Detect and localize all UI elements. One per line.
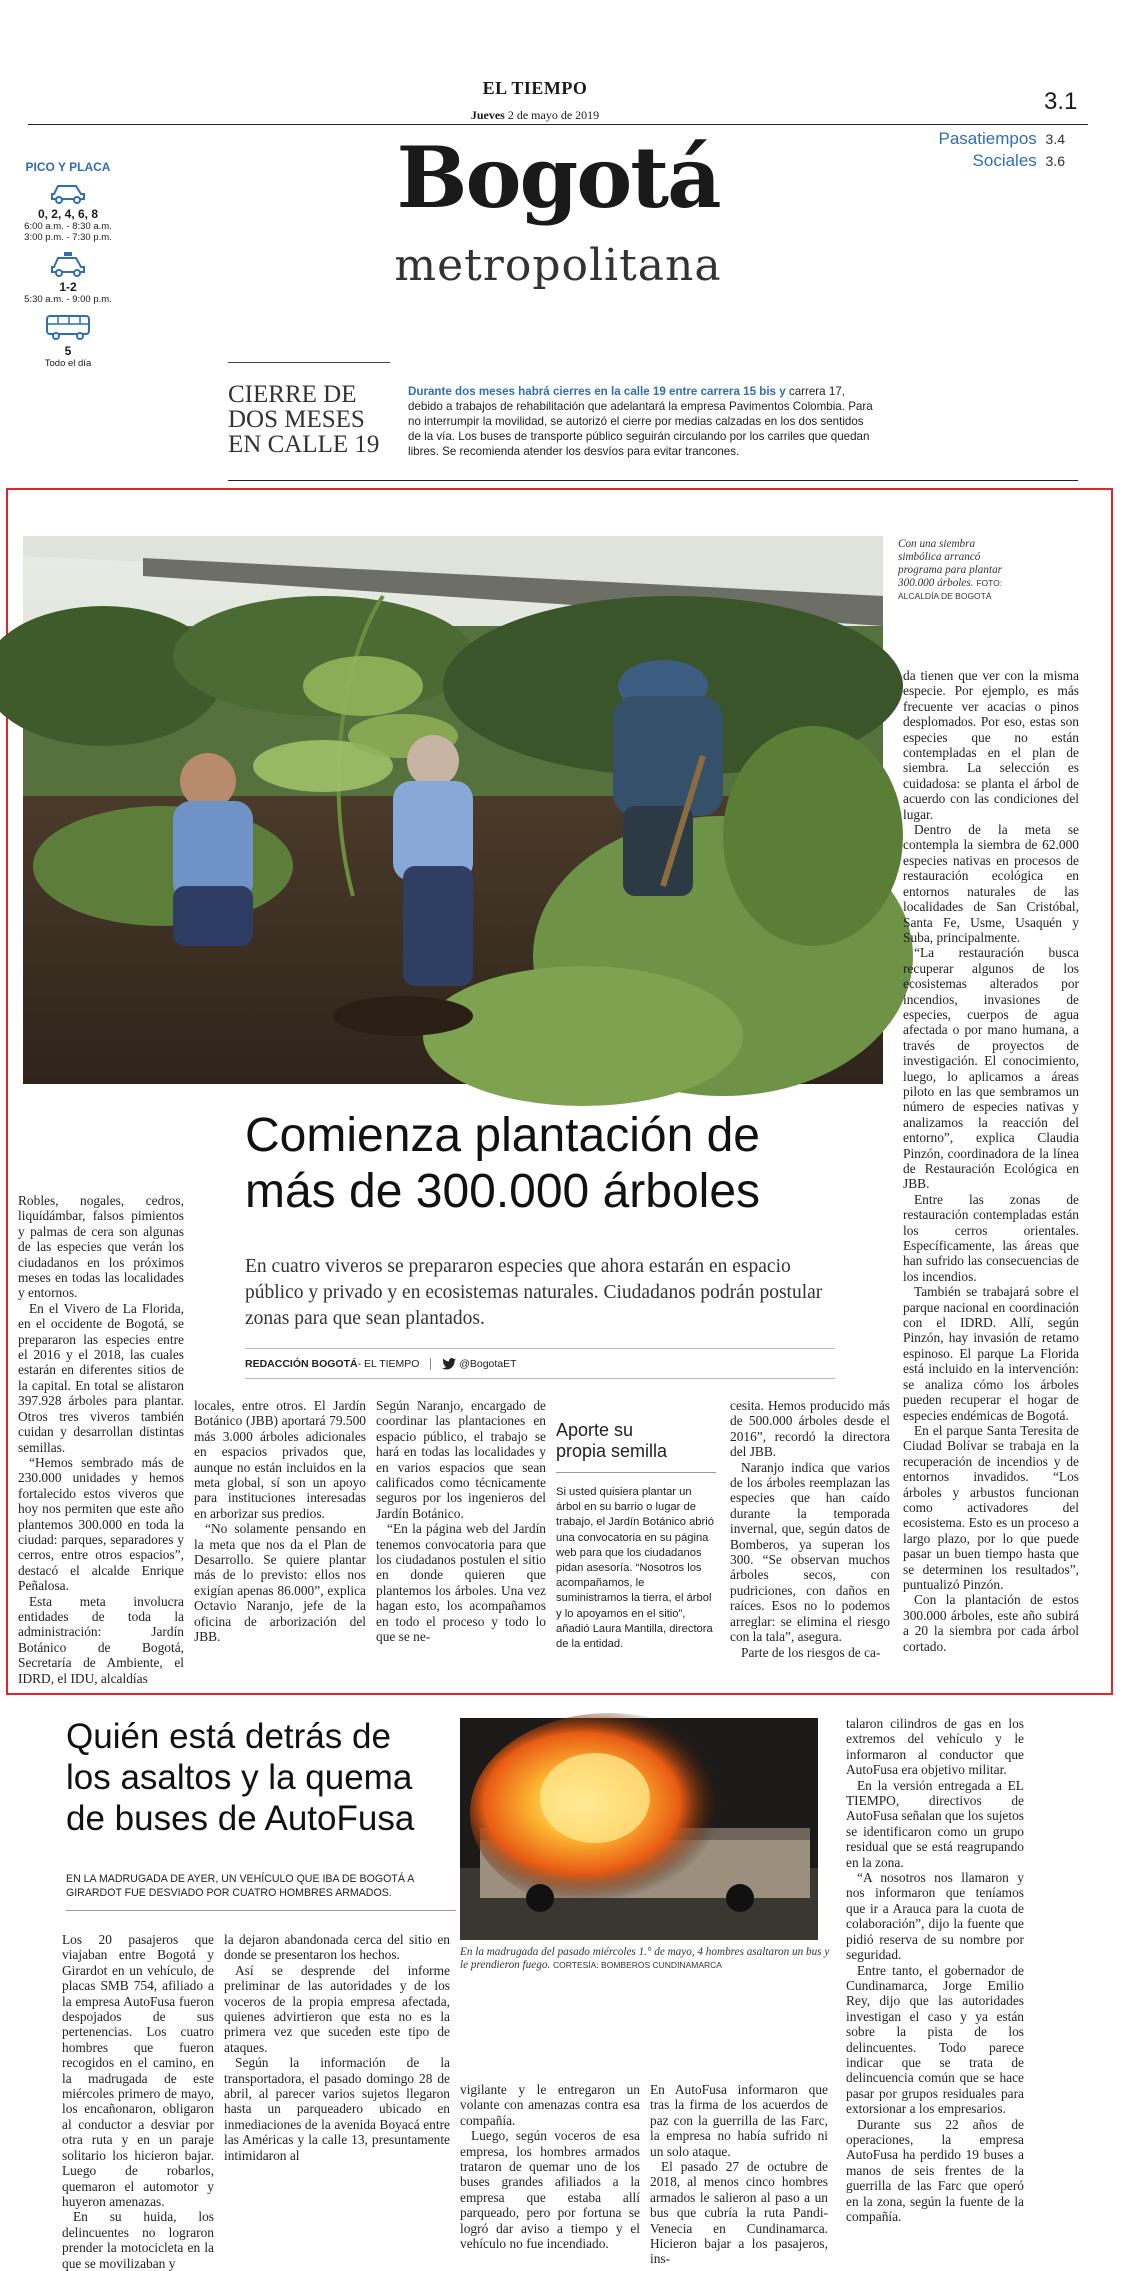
caption-credit: FOTO: ALCALDÍA DE BOGOTÁ [898,578,1003,601]
paragraph: Entre las zonas de restauración contempladas están los cerros orientales. Específicamente, las áreas que han sufrido las consecuencias de los incendios. [903,1191,1079,1284]
paragraph: Naranjo indica que varios de los árboles reemplazan las especies que han caído durante la temporada invernal, que, según datos de Bomberos, ya superan los 300. “Se observan muchos árboles secos, con pudriciones, con daños en raíces. Esos no lo podemos arreglar: se elimina el riesgo con la tala”, asegura. [730,1459,890,1645]
main-col-5 [730,1398,890,1660]
main-headline-line: Comienza plantación de [245,1109,760,1162]
paragraph: En el parque Santa Teresita de Ciudad Bolívar se trabaja en la recuperación de incendios y de entornos invadidos. “Los árboles y arbustos funcionan como activadores del ecosistema. Esto es un proceso a largo plazo, por lo que puede pasar un buen tiempo hasta que se determinen los resultados”, puntualizó Pinzón. [903,1422,1079,1592]
paragraph: “No solamente pensando en la meta que nos da el Plan de Desarrollo. Se quiere plantar más de lo previsto: ellos nos exigían apenas 86.000”, explica Octavio Naranjo, jefe de la oficina de arborización del JBB. [194,1521,366,1645]
paragraph: En AutoFusa informaron que tras la firma de los acuerdos de paz con la guerrilla de las Farc, la empresa no había sufrido ni un solo ataque. [650,2082,828,2159]
byline [245,1358,835,1370]
paragraph: En su huida, los delincuentes no lograron prender la motocicleta en la que se movilizaban y [62,2209,214,2271]
index-item[interactable] [905,150,1065,172]
byline-outlet: - EL TIEMPO [357,1358,420,1370]
brief-bottom-rule [228,480,1078,481]
paragraph: El pasado 27 de octubre de 2018, al menos cinco hombres armados le salieron al paso a un bus que cubría la ruta Pandi-Venecia en Cundinamarca. Hicieron bajar a los pasajeros, ins- [650,2159,828,2267]
sidebar-body: Si usted quisiera plantar un árbol en su barrio o lugar de trabajo, el Jardín Botánico abrió una convocatoria en su página web para que los ciudadanos pidan asesoría. “Nosotros los acompañamos, le suministramos la tierra, el árbol y lo apoyamos en el sitio”, añadió Laura Mantilla, directora de la entidad. [556,1486,714,1651]
plates: 5 [64,344,72,358]
page-number: 3.1 [1044,88,1078,115]
second-headline-line: Quién está detrás de [66,1717,391,1756]
paragraph: vigilante y le entregaron un volante con amenazas contra esa compañía. [460,2082,640,2128]
caption-text: Con una siembra simbólica arrancó programa para plantar 300.000 árboles. [898,538,1003,589]
byline-author: REDACCIÓN BOGOTÁ [245,1358,358,1370]
paragraph: “A nosotros nos llamaron y nos informaron que teníamos que ir a Arauca para la cuota de colaboración”, dijo la fuente que pidió reserva de su nombre por seguridad. [846,1870,1024,1963]
brief-rule [228,362,390,363]
pico-placa-title: PICO Y PLACA [25,160,111,174]
caption-text: En la madrugada del pasado miércoles 1.° de mayo, 4 hombres asaltaron un bus y le prendieron fuego. [460,1946,830,1971]
bus-fire-photo [460,1718,818,1940]
section-index [905,128,1065,172]
byline-divider [430,1358,431,1370]
section-subtitle: metropolitana [394,240,722,291]
caption-credit: CORTESÍA: BOMBEROS CUNDINAMARCA [553,1960,722,1970]
index-item-name: Sociales [972,151,1037,170]
sidebar-title-line: propia semilla [556,1441,668,1461]
brief-lead: Durante dos meses habrá cierres en la calle 19 entre carrera 15 bis y [408,385,786,398]
paragraph: Durante sus 22 años de operaciones, la empresa AutoFusa ha perdido 19 buses a manos de seis frentes de la guerrilla de las Farc que operó en la zona, según la fuente de la compañía. [846,2116,1024,2224]
second-headline-line: los asaltos y la quema [66,1758,413,1797]
paragraph: Parte de los riesgos de ca- [741,1644,881,1660]
second-col-4 [650,2082,828,2267]
paragraph: cesita. Hemos producido más de 500.000 árboles desde el 2016”, recordó la directora del JBB. [730,1398,890,1460]
paragraph: Robles, nogales, cedros, liquidámbar, falsos pimientos y palmas de cera son algunas de las especies que verán los ciudadanos en los próximos meses en todas las localidades y entornos. [18,1193,184,1301]
time-range: 5:30 a.m. - 9:00 p.m. [24,294,112,305]
second-col-3 [460,2082,640,2251]
sidebar-title [556,1420,716,1462]
issue-date [440,108,630,123]
brief-headline-line: DOS MESES [228,406,365,433]
brief-body: carrera 17, debido a trabajos de rehabilitación que adelantará la empresa Pavimentos Colombia. Para no interrumpir la movilidad, se autorizó el cierre por medias calzadas en los dos sentidos de la vía. Los buses de transporte público seguirán circulando por los carriles que quedan libres. Se recomienda atender los desvíos para evitar trancones. [408,385,873,458]
second-col-5 [846,1716,1024,2224]
twitter-handle[interactable]: @BogotaET [459,1358,517,1370]
second-photo-caption [460,1946,830,1972]
bus-icon [44,313,92,341]
paragraph: “Hemos sembrado más de 230.000 unidades y hemos fortalecido estos viveros que hoy nos permiten que este año plantemos 300.000 en toda la ciudad: parques, separadores y cerros, entre otros espacios”, destacó el alcalde Enrique Peñalosa. [18,1454,184,1594]
time-range: 3:00 p.m. - 7:30 p.m. [24,232,112,243]
main-col-3 [376,1398,546,1645]
second-headline-line: de buses de AutoFusa [66,1799,415,1838]
paragraph: Entre tanto, el gobernador de Cundinamarca, Jorge Emilio Rey, dijo que las autoridades investigan el caso y ya están sobre la pista de los delincuentes. Todo parece indicar que se trata de delincuencia común que se hace pasar por grupos residuales para extorsionar a los empresarios. [846,1962,1024,2117]
tree-planting-photo [23,536,883,1084]
main-deck: En cuatro viveros se prepararon especies que ahora estarán en espacio público y privado y en ecosistemas naturales. Ciudadanos podrán postular zonas para que sean plantados. [245,1256,823,1329]
twitter-icon [442,1358,456,1370]
issue-weekday: Jueves [470,108,505,122]
paragraph: da tienen que ver con la misma especie. Por ejemplo, es más frecuente ver acacias o pinos desplomados. Por eso, estas son especies que no están contempladas en el plan de siembra. La selección es cuidadosa: se planta el árbol de acuerdo con las condiciones del lugar. [903,668,1079,822]
paragraph: Con la plantación de estos 300.000 árboles, este año subirá a 20 la siembra por cada árbol cortado. [903,1592,1079,1654]
paragraph: Luego, según voceros de esa empresa, los hombres armados trataron de quemar uno de los buses grandes afiliados a la empresa que estaba allí parqueado, pero por fortuna se logró dar aviso a tiempo y el vehículo no fue incendiado. [460,2128,640,2252]
paragraph: En el Vivero de La Florida, en el occidente de Bogotá, se prepararon las especies entre el 2016 y el 2018, las cuales estarán en diferentes sitios de la capital. En total se alistaron 397.928 árboles para plantar. Otros tres viveros también cuidan y desarrollan distintas semillas. [18,1300,184,1455]
plates: 1-2 [59,280,77,294]
byline-rule-bottom [245,1378,835,1379]
paragraph: Así se desprende del informe preliminar de las autoridades y de los voceros de la propia empresa afectada, quienes advirtieron que esta no es la primera vez que suceden este tipo de ataques. [224,1962,450,2055]
brief-headline-line: EN CALLE 19 [228,431,380,458]
second-col-1 [62,1932,214,2271]
main-headline-line: más de 300.000 árboles [245,1165,761,1218]
pico-y-placa [18,160,118,369]
paragraph: Esta meta involucra entidades de toda la administración: Jardín Botánico de Bogotá, Secretaría de Ambiente, el IDRD, el IDU, alcaldías [18,1593,184,1686]
masthead [0,0,1127,130]
paragraph: Según Naranjo, encargado de coordinar las plantaciones en espacio público, el trabajo se hará en todas las localidades y en varios espacios que sean calificados como técnicamente seguros por los ingenieros del Jardín Botánico. [376,1398,546,1521]
sidebar-divider [556,1472,716,1473]
car-icon [48,180,88,204]
time-range: 6:00 a.m. - 8:30 a.m. [24,221,112,232]
pico-placa-group [18,313,118,369]
index-item-name: Pasatiempos [938,129,1037,148]
paper-logo: EL TIEMPO [482,78,588,98]
paragraph: Según la información de la transportadora, el pasado domingo 28 de abril, al parecer varios sujetos llegaron hasta un parqueadero ubicado en inmediaciones de la avenida Boyacá entre las Américas y la calle 13, presuntamente intimidaron al [224,2055,450,2163]
second-summary-rule [66,1910,456,1911]
issue-date-rest: 2 de mayo de 2019 [507,108,600,122]
second-col-2 [224,1932,450,2163]
paragraph: “La restauración busca recuperar algunos de los ecosistemas alterados por incendios, invasiones de especies, cuerpos de agua afectada o por mano humana, a través de proyectos de investigación. El conocimiento, luego, lo aplicamos a áreas piloto en las que sembramos un número de especies nativas y analizamos la reacción del entorno”, explica Claudia Pinzón, coordinadora de la línea de Restauración Ecológica en JBB. [903,945,1079,1192]
paragraph: talaron cilindros de gas en los extremos del vehículo y le informaron al conductor que AutoFusa era objetivo militar. [846,1716,1024,1778]
taxi-icon [48,251,88,277]
brief-headline-line: CIERRE DE [228,381,357,408]
main-col-6 [903,668,1079,1654]
plates: 0, 2, 4, 6, 8 [37,207,99,221]
sidebar-box [556,1398,716,1652]
paragraph: locales, entre otros. El Jardín Botánico (JBB) aportará 79.500 más 3.000 árboles adicionales en espacios privados que, aunque no están incluidos en la meta global, sí son un apoyo para instituciones interesadas en arborizar sus predios. [194,1398,366,1521]
index-item-page: 3.4 [1045,131,1065,147]
section-title: Bogotá [396,128,720,227]
second-headline [66,1716,466,1839]
paragraph: “En la página web del Jardín tenemos convocatoria para que los ciudadanos postulen el sitio en donde quieren que plantemos los árboles. Una vez hagan esto, los acompañamos en todo el proceso y todo lo que se ne- [376,1521,546,1645]
second-summary: EN LA MADRUGADA DE AYER, UN VEHÍCULO QUE IBA DE BOGOTÁ A GIRARDOT FUE DESVIADO POR CUATRO HOMBRES ARMADOS. [66,1873,414,1899]
paragraph: También se trabajará sobre el parque nacional en coordinación con el IDRD. Allí, según Pinzón, hay invasión de retamo espinoso. El parque La Florida está incluido en la intervención: se analiza cómo los árboles pueden recuperar el hogar de especies endémicas de Bogotá. [903,1284,1079,1423]
masthead-rule [28,124,1088,125]
paragraph: En la versión entregada a EL TIEMPO, directivos de AutoFusa señalan que los sujetos se identificaron como un grupo residual que se está reagrupando en la zona. [846,1777,1024,1870]
pico-placa-group [18,180,118,243]
paragraph: Los 20 pasajeros que viajaban entre Bogotá y Girardot en un vehículo, de placas SMB 754, afiliado a la empresa AutoFusa fueron despojados de sus pertenencias. Los cuatro hombres que fueron recogidos en el camino, en la madrugada de este miércoles primero de mayo, los encañonaron, obligaron al conductor a desviar por otra ruta y en un paraje solitario los hicieron bajar. Luego de robarlos, quemaron el automotor y huyeron amenazas. [62,1932,214,2209]
paragraph: la dejaron abandonada cerca del sitio en donde se presentaron los hechos. [224,1932,450,1963]
main-headline [245,1108,860,1220]
paragraph: Dentro de la meta se contempla la siembra de 62.000 especies nativas en procesos de restauración ecológica en entornos naturales de las localidades de San Cristóbal, Santa Fe, Usme, Usaquén y Suba, principalmente. [903,822,1079,945]
brief-text [408,384,878,459]
index-item[interactable] [905,128,1065,150]
main-photo-caption [898,538,1016,603]
index-item-page: 3.6 [1045,153,1065,169]
byline-rule-top [245,1348,835,1349]
sidebar-title-line: Aporte su [556,1420,634,1440]
time-range: Todo el día [44,358,92,369]
main-col-2 [194,1398,366,1645]
main-col-1 [18,1193,184,1686]
pico-placa-group [18,251,118,305]
brief-headline [228,382,408,457]
